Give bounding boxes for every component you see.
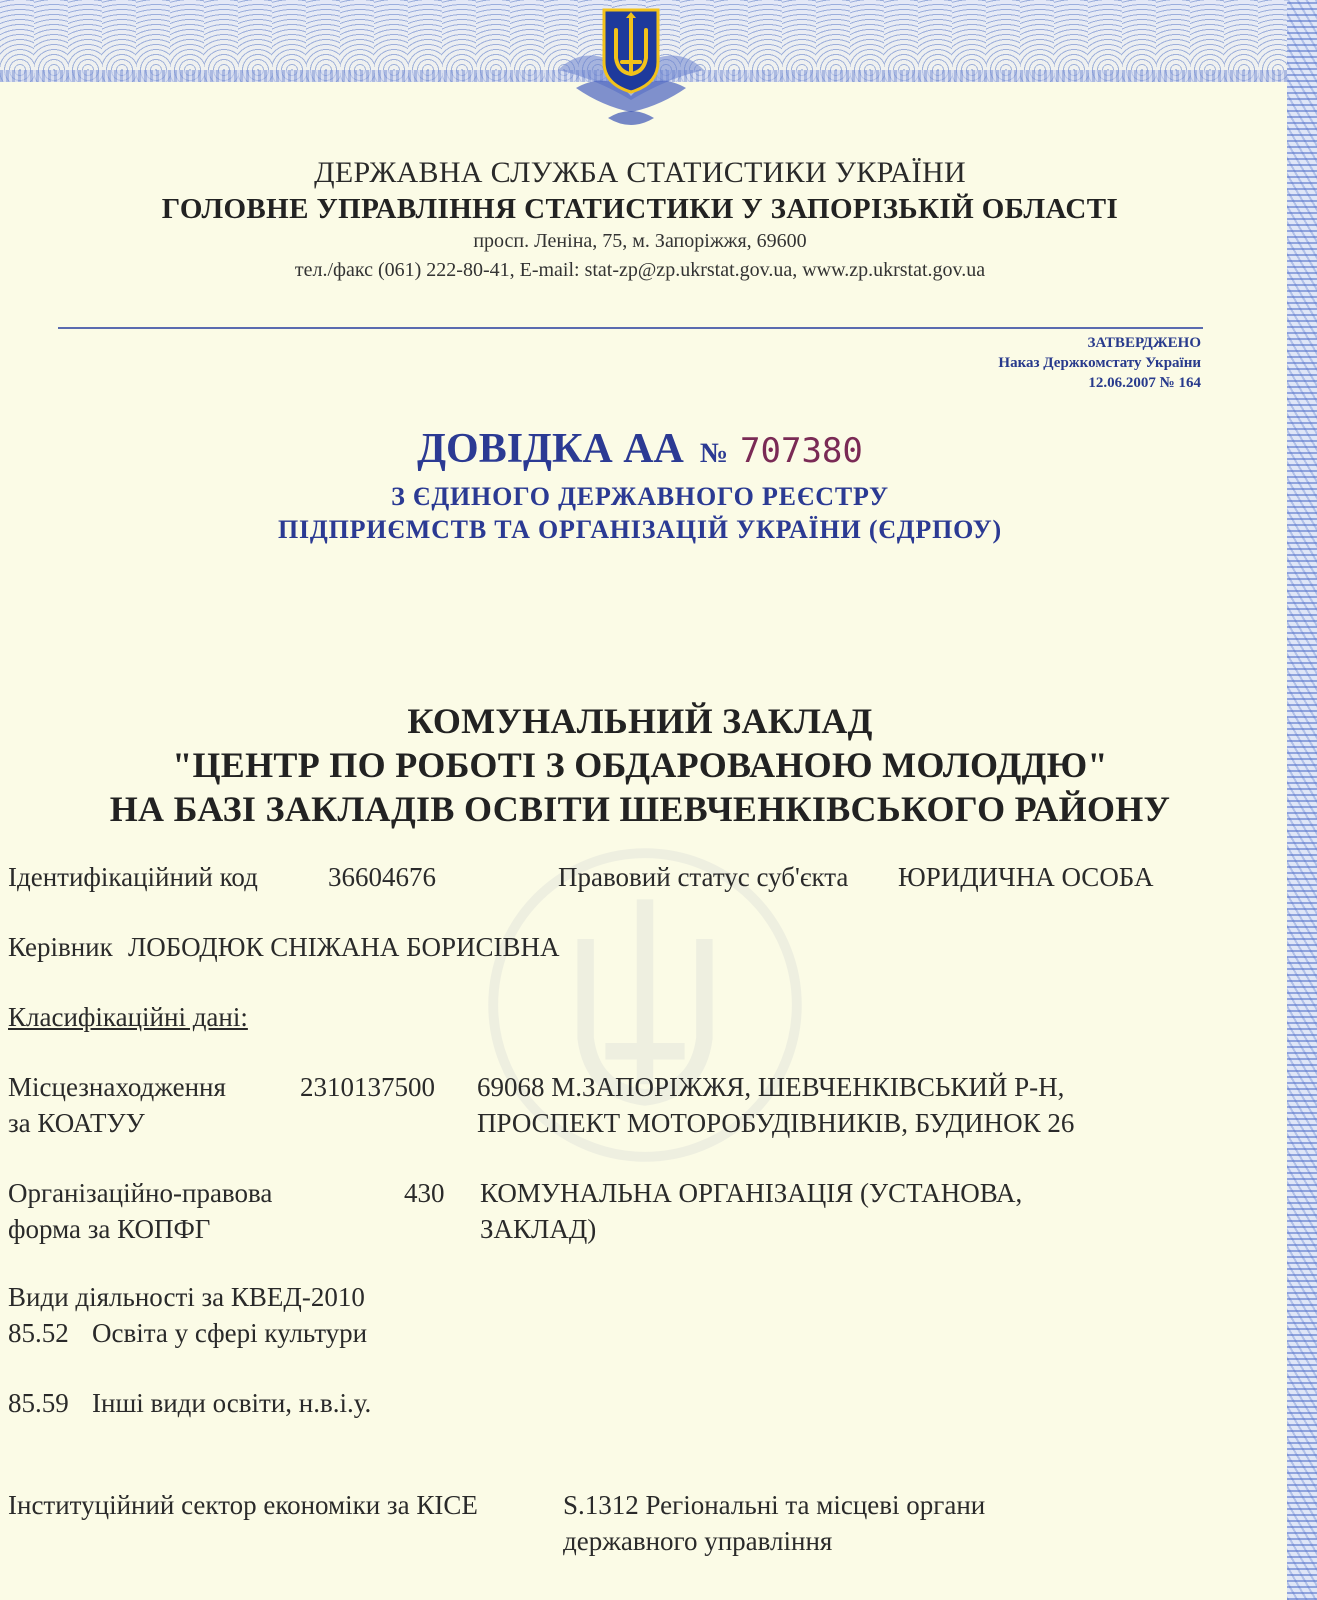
id-code-label: Ідентифікаційний код bbox=[8, 862, 258, 892]
id-code-value: 36604676 bbox=[328, 862, 436, 892]
approval-line-2: Наказ Держкомстату України bbox=[998, 355, 1201, 371]
head-value: ЛОБОДЮК СНІЖАНА БОРИСІВНА bbox=[128, 932, 560, 962]
legal-form-label-line-2: форма за КОПФГ bbox=[8, 1214, 211, 1244]
sector-label: Інституційний сектор економіки за КІСЕ bbox=[8, 1490, 478, 1520]
organization-name-line-2: "ЦЕНТР ПО РОБОТІ З ОБДАРОВАНОЮ МОЛОДДЮ" bbox=[172, 745, 1108, 785]
kved-label: Види діяльності за КВЕД-2010 bbox=[8, 1282, 365, 1312]
ukraine-trident-emblem-icon bbox=[548, 0, 714, 134]
classification-heading: Класифікаційні дані: bbox=[8, 1002, 248, 1032]
guilloche-right-border bbox=[1287, 0, 1317, 1600]
location-value-line-2: ПРОСПЕКТ МОТОРОБУДІВНИКІВ, БУДИНОК 26 bbox=[477, 1108, 1075, 1138]
approval-line-1: ЗАТВЕРДЖЕНО bbox=[1087, 335, 1201, 351]
kved-text-2: Інші види освіти, н.в.і.у. bbox=[92, 1388, 372, 1418]
certificate-serial: 707380 bbox=[740, 431, 863, 471]
legal-form-value-line-1: КОМУНАЛЬНА ОРГАНІЗАЦІЯ (УСТАНОВА, bbox=[480, 1178, 1023, 1208]
department-name: ГОЛОВНЕ УПРАВЛІННЯ СТАТИСТИКИ У ЗАПОРІЗЬКІЙ ОБЛАСТІ bbox=[161, 193, 1119, 225]
certificate-number-sign: № bbox=[699, 438, 729, 469]
location-label-line-1: Місцезнаходження bbox=[8, 1072, 226, 1102]
header-divider bbox=[58, 327, 1203, 329]
legal-form-code: 430 bbox=[404, 1178, 445, 1208]
kved-code-2: 85.59 bbox=[8, 1388, 69, 1418]
location-label-line-2: за КОАТУУ bbox=[8, 1108, 145, 1138]
certificate-subtitle-1: З ЄДИНОГО ДЕРЖАВНОГО РЕЄСТРУ bbox=[391, 482, 889, 511]
legal-form-label-line-1: Організаційно-правова bbox=[8, 1178, 273, 1208]
agency-name: ДЕРЖАВНА СЛУЖБА СТАТИСТИКИ УКРАЇНИ bbox=[314, 156, 966, 189]
head-label: Керівник bbox=[8, 932, 113, 962]
kved-code-1: 85.52 bbox=[8, 1318, 69, 1348]
legal-form-value-line-2: ЗАКЛАД) bbox=[480, 1214, 597, 1244]
organization-name-line-1: КОМУНАЛЬНИЙ ЗАКЛАД bbox=[407, 701, 873, 741]
location-value-line-1: 69068 М.ЗАПОРІЖЖЯ, ШЕВЧЕНКІВСЬКИЙ Р-Н, bbox=[477, 1072, 1065, 1102]
certificate-subtitle-2: ПІДПРИЄМСТВ ТА ОРГАНІЗАЦІЙ УКРАЇНИ (ЄДРПОУ) bbox=[277, 515, 1003, 544]
agency-address: просп. Леніна, 75, м. Запоріжжя, 69600 bbox=[473, 230, 807, 252]
agency-contacts: тел./факс (061) 222-80-41, E-mail: stat-zp@zp.ukrstat.gov.ua, www.zp.ukrstat.gov.ua bbox=[294, 259, 986, 281]
organization-name-line-3: НА БАЗІ ЗАКЛАДІВ ОСВІТИ ШЕВЧЕНКІВСЬКОГО РАЙОНУ bbox=[109, 789, 1171, 829]
sector-value-line-1: S.1312 Регіональні та місцеві органи bbox=[563, 1490, 986, 1520]
approval-stamp bbox=[998, 333, 1201, 393]
legal-status-value: ЮРИДИЧНА ОСОБА bbox=[898, 862, 1154, 892]
approval-line-3: 12.06.2007 № 164 bbox=[1088, 375, 1201, 391]
legal-status-label: Правовий статус суб'єкта bbox=[558, 862, 849, 892]
certificate-title-text: ДОВІДКА АА bbox=[417, 426, 684, 472]
kved-text-1: Освіта у сфері культури bbox=[92, 1318, 368, 1348]
sector-value-line-2: державного управління bbox=[563, 1526, 833, 1556]
location-code: 2310137500 bbox=[300, 1072, 435, 1102]
certificate-title bbox=[0, 425, 1280, 473]
